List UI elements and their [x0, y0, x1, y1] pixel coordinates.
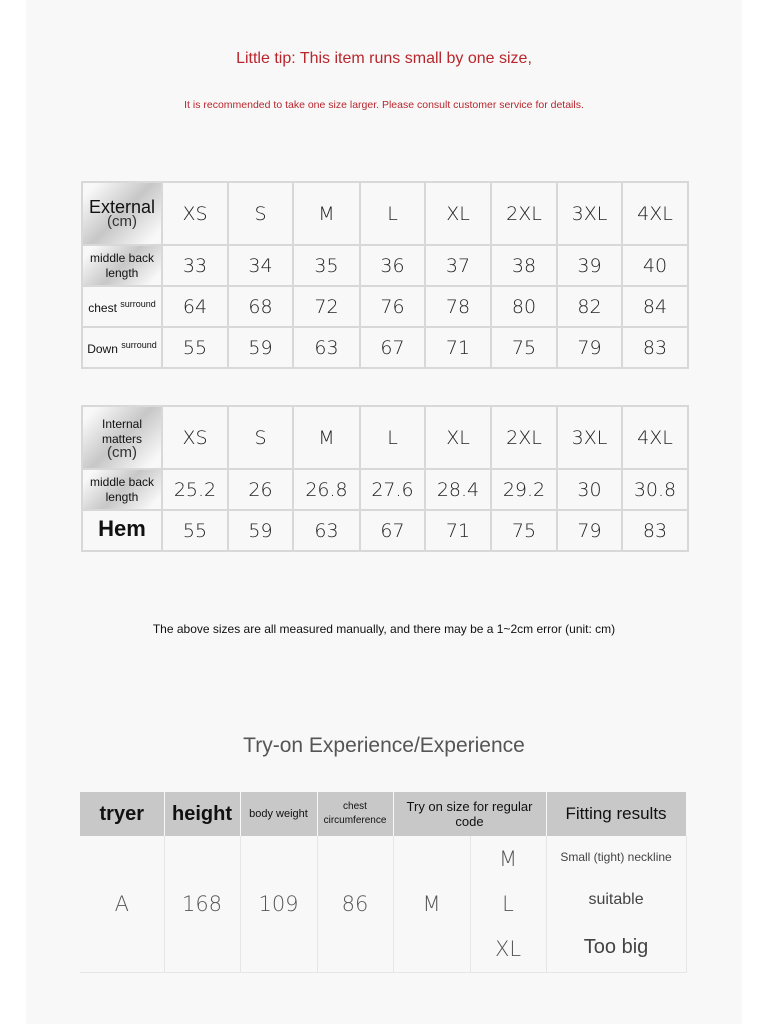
- size-header-3xl: 3XL: [557, 406, 622, 469]
- table-cell: 59: [228, 327, 293, 368]
- table-cell: 75: [491, 510, 557, 551]
- size-chart-page: [26, 0, 742, 1024]
- tried-size-xl: XL: [494, 937, 522, 962]
- table-cell: 40: [622, 245, 688, 286]
- result-l: suitable: [588, 890, 644, 908]
- table-cell: 28.4: [425, 469, 491, 510]
- table-cell: 29.2: [491, 469, 557, 510]
- table-cell: 35: [293, 245, 360, 286]
- size-header-s: S: [228, 182, 293, 245]
- table-cell: 30: [557, 469, 622, 510]
- table-cell: 39: [557, 245, 622, 286]
- table-cell: 33: [162, 245, 228, 286]
- tryon-header-row: [80, 792, 686, 836]
- row-label-chest-surround: chest $^{surround}$: [82, 286, 162, 327]
- table-row: [82, 327, 688, 368]
- tryon-title: Try-on Experience/Experience: [243, 734, 525, 757]
- internal-header-row: [82, 406, 688, 469]
- cell-tried-sizes: [470, 836, 546, 973]
- table-cell: 37: [425, 245, 491, 286]
- size-header-4xl: 4XL: [622, 406, 688, 469]
- size-header-m: M: [293, 182, 360, 245]
- table-row: [82, 286, 688, 327]
- table-cell: 30.8: [622, 469, 688, 510]
- table-cell: 67: [360, 327, 425, 368]
- header-height: height: [164, 792, 240, 836]
- header-body-weight: body weight: [240, 792, 317, 836]
- header-fitting-results: Fitting results: [546, 792, 686, 836]
- table-cell: 71: [425, 510, 491, 551]
- table-cell: 84: [622, 286, 688, 327]
- size-header-s: S: [228, 406, 293, 469]
- cell-fitting-results: [546, 836, 686, 973]
- row-label-down-surround: Down $^{surround}$: [82, 327, 162, 368]
- table-row: [80, 836, 686, 973]
- table-cell: 34: [228, 245, 293, 286]
- tip-headline: Little tip: This item runs small by one size,: [236, 50, 532, 67]
- size-header-xs: XS: [162, 182, 228, 245]
- size-header-xs: XS: [162, 406, 228, 469]
- tip-detail: It is recommended to take one size larger. Please consult customer service for details.: [184, 99, 584, 111]
- table-cell: 59: [228, 510, 293, 551]
- size-header-2xl: 2XL: [491, 406, 557, 469]
- table-cell: 75: [491, 327, 557, 368]
- table-cell: 64: [162, 286, 228, 327]
- table-cell: 80: [491, 286, 557, 327]
- table-cell: 63: [293, 510, 360, 551]
- size-header-2xl: 2XL: [491, 182, 557, 245]
- size-header-4xl: 4XL: [622, 182, 688, 245]
- table-cell: 83: [622, 510, 688, 551]
- size-header-m: M: [293, 406, 360, 469]
- table-cell: 68: [228, 286, 293, 327]
- table-cell: 63: [293, 327, 360, 368]
- table-cell: 36: [360, 245, 425, 286]
- size-header-l: L: [360, 182, 425, 245]
- table-cell: 71: [425, 327, 491, 368]
- header-regular-size: Try on size for regular code: [393, 792, 546, 836]
- size-header-3xl: 3XL: [557, 182, 622, 245]
- external-header-label: External (cm): [82, 182, 162, 245]
- tried-size-l: L: [502, 891, 514, 916]
- cell-body-weight: 109: [240, 836, 317, 973]
- external-size-table: [81, 181, 689, 369]
- table-cell: 26: [228, 469, 293, 510]
- table-cell: 76: [360, 286, 425, 327]
- size-header-l: L: [360, 406, 425, 469]
- table-row: [82, 510, 688, 551]
- measurement-note: The above sizes are all measured manually, and there may be a 1~2cm error (unit: cm): [152, 622, 616, 636]
- row-label-hem: Hem: [82, 510, 162, 551]
- table-cell: 79: [557, 327, 622, 368]
- table-row: [82, 469, 688, 510]
- table-cell: 83: [622, 327, 688, 368]
- size-header-xl: XL: [425, 182, 491, 245]
- table-cell: 27.6: [360, 469, 425, 510]
- cell-chest: 86: [317, 836, 393, 973]
- table-cell: 78: [425, 286, 491, 327]
- result-m: Small (tight) neckline: [560, 849, 672, 864]
- header-tryer: tryer: [80, 792, 164, 836]
- internal-size-table: [81, 405, 689, 552]
- table-cell: 26.8: [293, 469, 360, 510]
- tried-size-m: M: [498, 846, 518, 871]
- table-cell: 55: [162, 327, 228, 368]
- cell-regular-size: M: [393, 836, 470, 973]
- cell-height: 168: [164, 836, 240, 973]
- table-cell: 79: [557, 510, 622, 551]
- row-label-middle-back-length: middle back length: [82, 245, 162, 286]
- row-label-middle-back-length: middle back length: [82, 469, 162, 510]
- tryon-table: [80, 792, 687, 973]
- result-xl: Too big: [583, 935, 649, 958]
- table-cell: 25.2: [162, 469, 228, 510]
- table-cell: 67: [360, 510, 425, 551]
- table-row: [82, 245, 688, 286]
- external-header-row: [82, 182, 688, 245]
- header-chest-circumference: chest circumference: [317, 792, 393, 836]
- size-header-xl: XL: [425, 406, 491, 469]
- cell-tryer: A: [80, 836, 164, 973]
- table-cell: 82: [557, 286, 622, 327]
- table-cell: 72: [293, 286, 360, 327]
- table-cell: 55: [162, 510, 228, 551]
- internal-header-label: Internal matters (cm): [82, 406, 162, 469]
- table-cell: 38: [491, 245, 557, 286]
